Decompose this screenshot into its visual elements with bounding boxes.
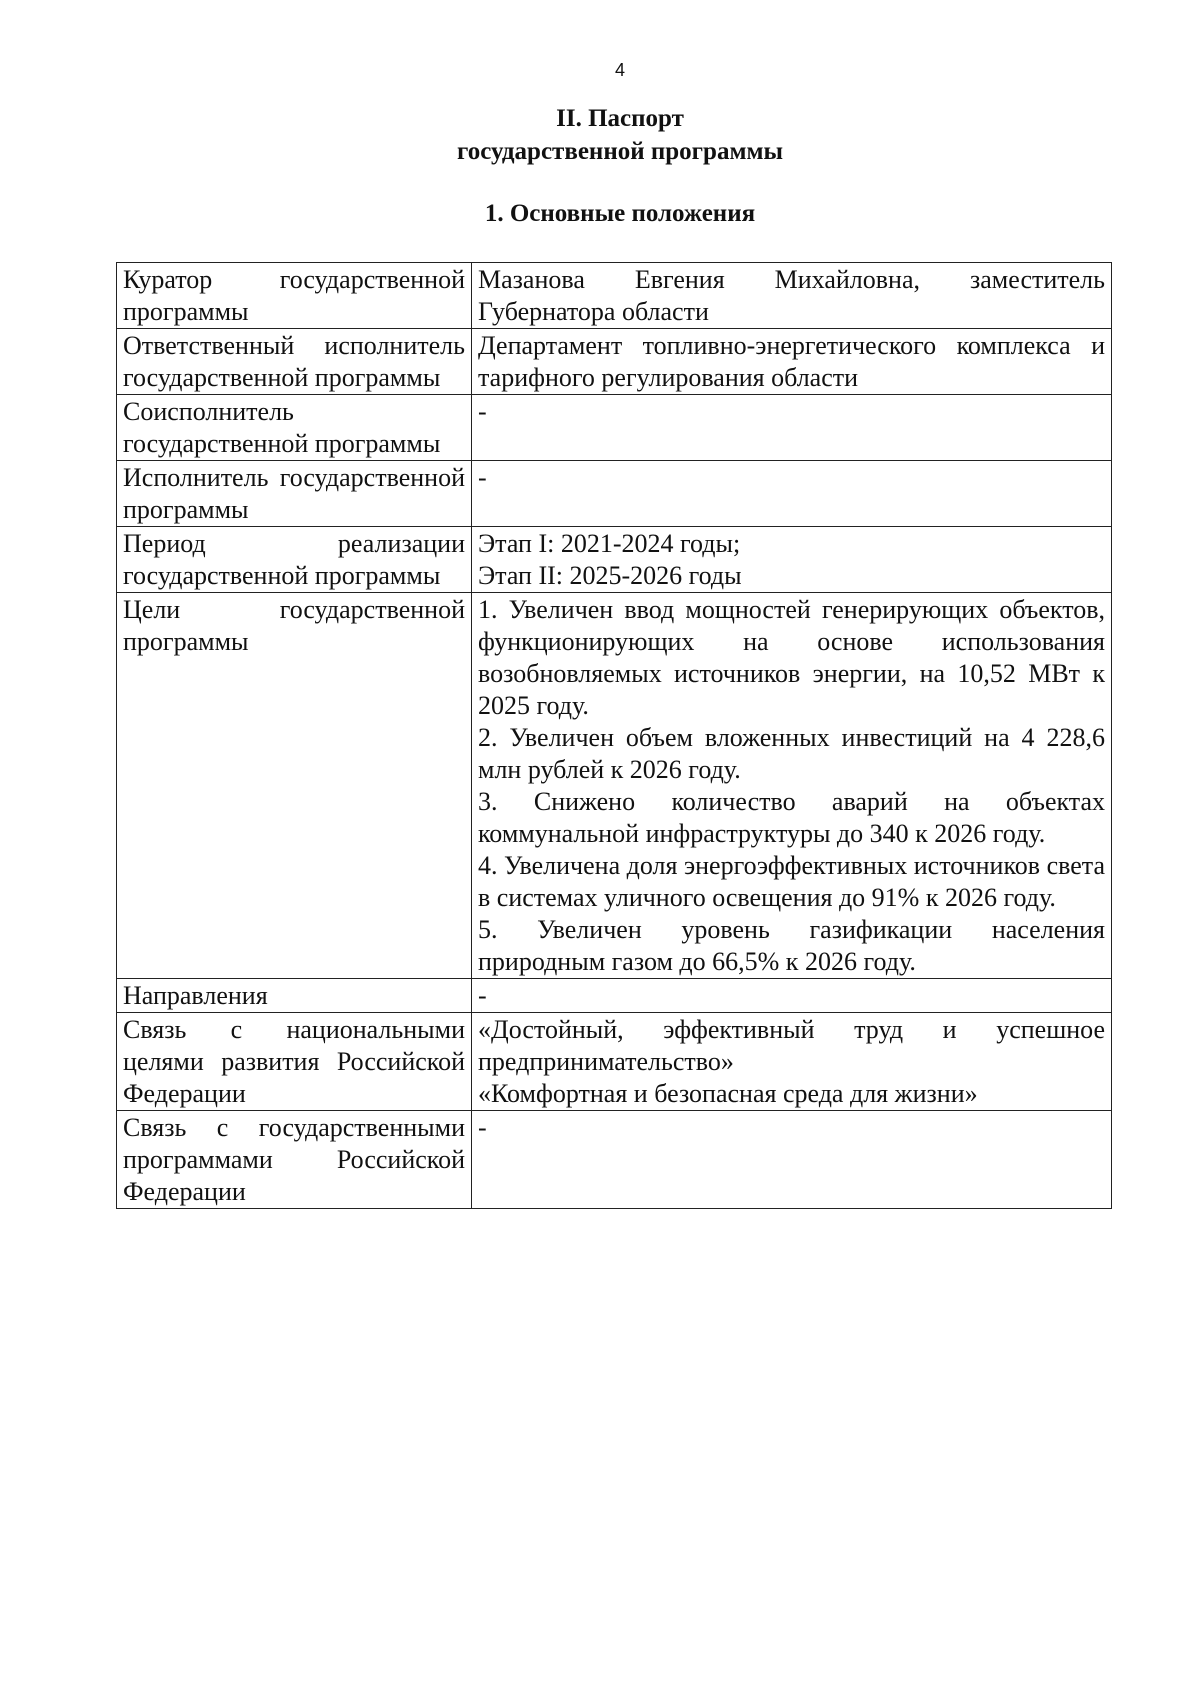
- document-heading-line-1: II. Паспорт: [556, 105, 684, 132]
- row-value-line: Мазанова Евгения Михайловна, заместитель Губернатора области: [478, 265, 1105, 326]
- row-value: [472, 593, 1112, 979]
- row-value: [472, 461, 1112, 527]
- row-label: Связь с государственными программами Российской Федерации: [117, 1111, 472, 1209]
- document-heading-line-2: государственной программы: [456, 138, 784, 165]
- table-row-goals: [117, 593, 1112, 979]
- table-row-co-executor: [117, 395, 1112, 461]
- table-row-directions: [117, 979, 1112, 1013]
- row-value: [472, 979, 1112, 1013]
- row-value-line: Этап II: 2025-2026 годы: [478, 561, 742, 590]
- row-value: [472, 263, 1112, 329]
- row-label: Цели государственной программы: [117, 593, 472, 979]
- row-value: [472, 527, 1112, 593]
- row-value: [472, 1013, 1112, 1111]
- table-row-national-goals: [117, 1013, 1112, 1111]
- row-label: Куратор государственной программы: [117, 263, 472, 329]
- table-row-period: [117, 527, 1112, 593]
- row-value: [472, 1111, 1112, 1209]
- row-value-line: «Комфортная и безопасная среда для жизни»: [478, 1079, 978, 1108]
- row-value-line: «Достойный, эффективный труд и успешное предпринимательство»: [478, 1015, 1105, 1076]
- row-value-line: -: [478, 1113, 487, 1142]
- goal-item: 1. Увеличен ввод мощностей генерирующих объектов, функционирующих на основе использования возобновляемых источников энергии, на 10,52 МВт к 2025 году.: [478, 595, 1105, 720]
- row-value-line: -: [478, 397, 487, 426]
- table-row-federal-programs: [117, 1111, 1112, 1209]
- row-label: Связь с национальными целями развития Российской Федерации: [117, 1013, 472, 1111]
- row-value: [472, 329, 1112, 395]
- table-row-responsible-executor: [117, 329, 1112, 395]
- table-row-executor: [117, 461, 1112, 527]
- row-label: Ответственный исполнитель государственной программы: [117, 329, 472, 395]
- section-title: 1. Основные положения: [484, 200, 756, 227]
- page-number: 4: [614, 60, 625, 80]
- goal-item: 5. Увеличен уровень газификации населения природным газом до 66,5% к 2026 году.: [478, 915, 1105, 976]
- table-row-curator: [117, 263, 1112, 329]
- row-label: Соисполнитель государственной программы: [117, 395, 472, 461]
- goal-item: 4. Увеличена доля энергоэффективных источников света в системах уличного освещения до 91% к 2026 году.: [478, 851, 1105, 912]
- goal-item: 3. Снижено количество аварий на объектах коммунальной инфраструктуры до 340 к 2026 году.: [478, 787, 1105, 848]
- row-value-line: Департамент топливно-энергетического комплекса и тарифного регулирования области: [478, 331, 1105, 392]
- row-label: Направления: [117, 979, 472, 1013]
- program-passport-table: [116, 262, 1112, 1209]
- goal-item: 2. Увеличен объем вложенных инвестиций на 4 228,6 млн рублей к 2026 году.: [478, 723, 1105, 784]
- row-value-line: Этап I: 2021-2024 годы;: [478, 529, 741, 558]
- row-value-line: -: [478, 463, 487, 492]
- row-label: Период реализации государственной программы: [117, 527, 472, 593]
- row-label: Исполнитель государственной программы: [117, 461, 472, 527]
- row-value-line: -: [478, 981, 487, 1010]
- row-value: [472, 395, 1112, 461]
